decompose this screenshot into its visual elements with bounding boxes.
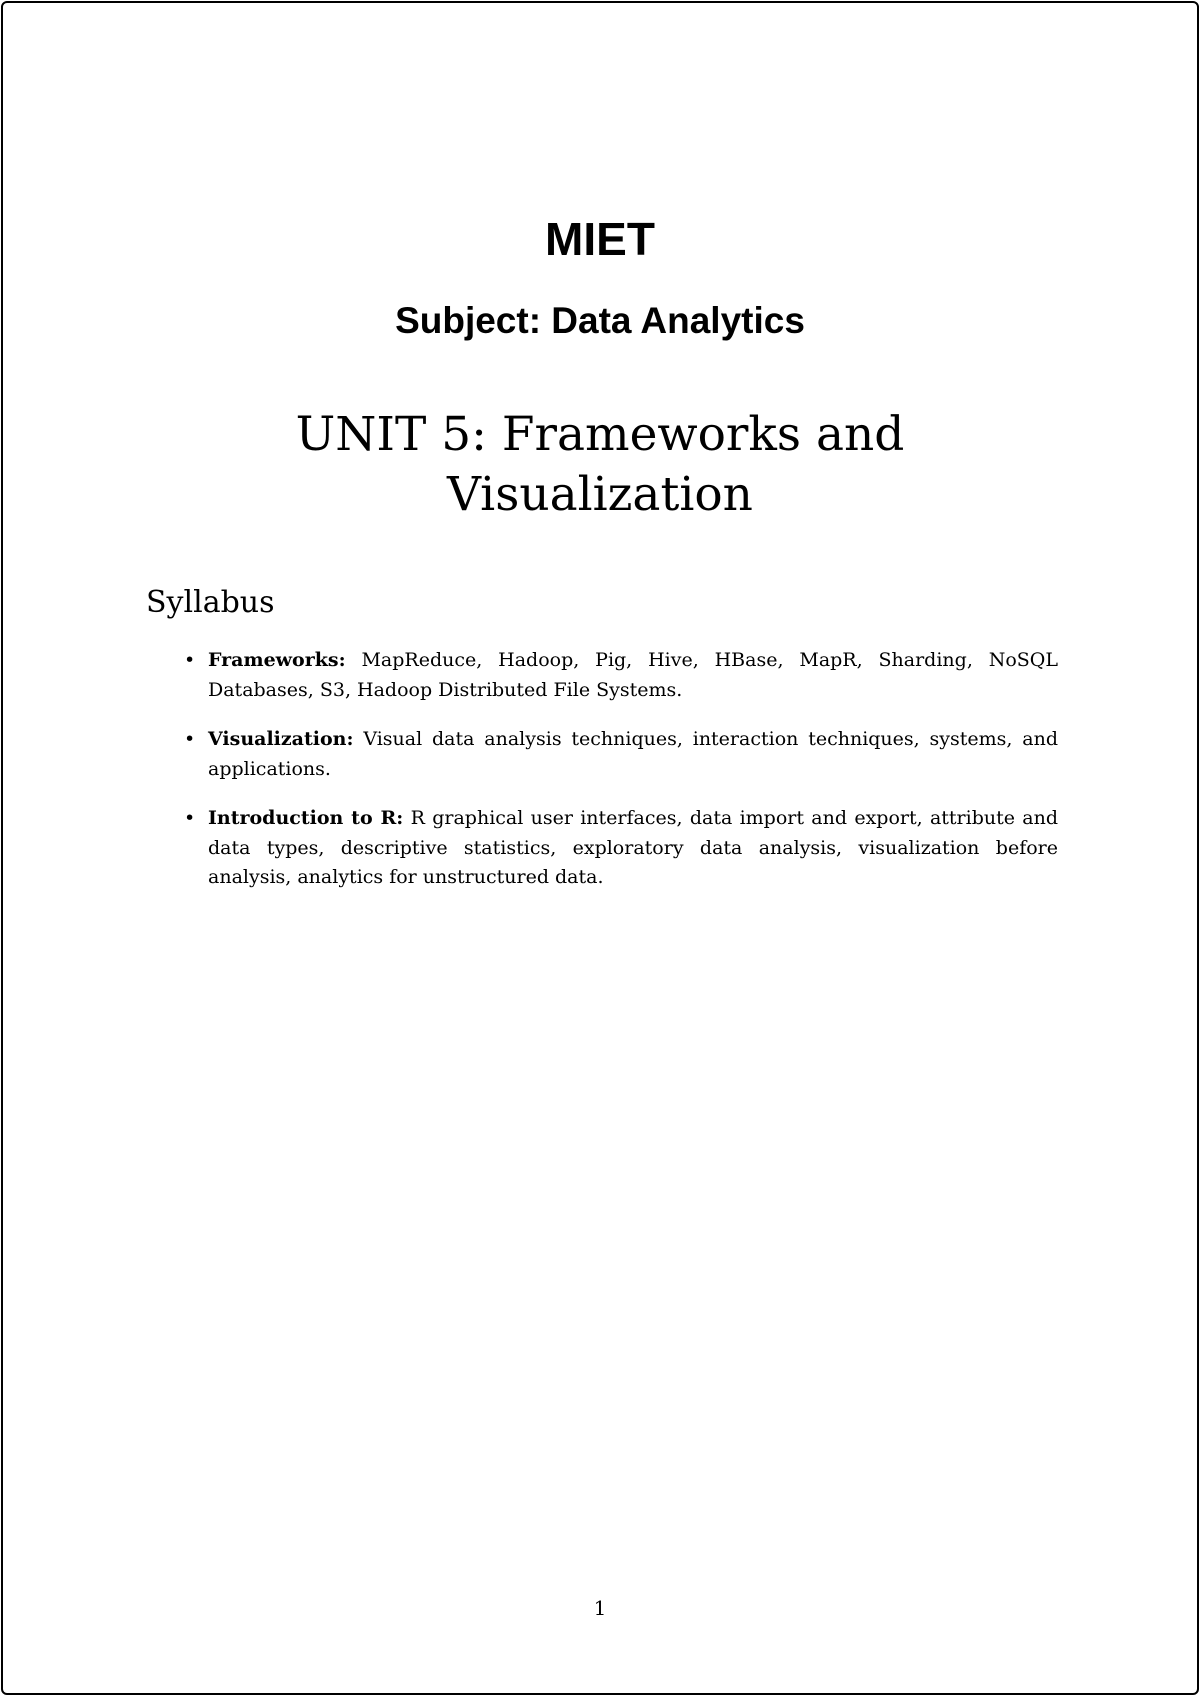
bullet-icon: • [184, 649, 196, 671]
syllabus-item-label: Introduction to R: [208, 807, 404, 829]
syllabus-item-label: Frameworks: [208, 649, 346, 671]
bullet-icon: • [184, 728, 196, 750]
syllabus-item-visualization [184, 725, 1059, 784]
syllabus-item-introduction-to-r [184, 804, 1058, 893]
syllabus-heading: Syllabus [146, 585, 275, 620]
document-page [1, 1, 1199, 1695]
syllabus-item-frameworks [184, 646, 1058, 705]
syllabus-item-text: Visual data analysis techniques, interaction techniques, systems, and applications. [208, 728, 1059, 780]
institution-title: MIET [545, 213, 655, 265]
page-number: 1 [593, 1596, 607, 1620]
syllabus-item-text: R graphical user interfaces, data import and export, attribute and data types, descriptive statistics, exploratory data analysis, visualization before analysis, analytics for unstructured data. [208, 807, 1058, 888]
syllabus-list [184, 646, 1059, 913]
syllabus-item-label: Visualization: [208, 728, 354, 750]
bullet-icon: • [184, 807, 196, 829]
syllabus-item-text: MapReduce, Hadoop, Pig, Hive, HBase, MapR, Sharding, NoSQL Databases, S3, Hadoop Distributed File Systems. [208, 649, 1058, 701]
unit-title: UNIT 5: Frameworks and Visualization [295, 407, 905, 522]
subject-title: Subject: Data Analytics [395, 300, 805, 341]
